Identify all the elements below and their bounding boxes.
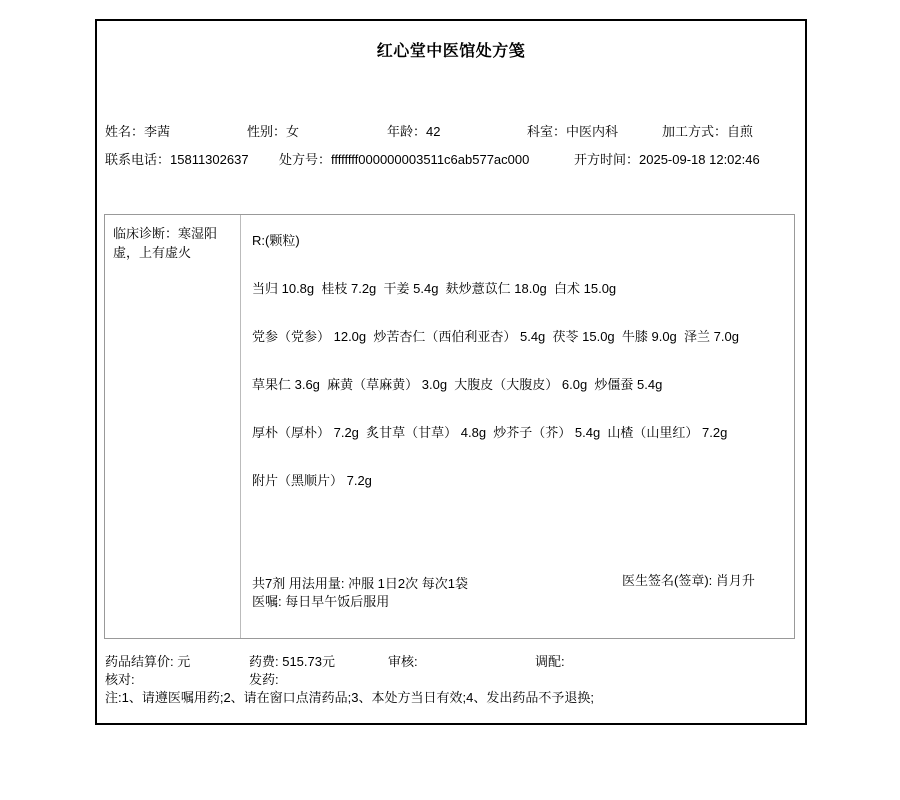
medical-advice: 医嘱: 每日早午饭后服用 [252, 594, 390, 609]
patient-age: 年龄：42 [387, 124, 441, 139]
prescription-time: 开方时间：2025-09-18 12:02:46 [574, 152, 760, 167]
prescription-box [104, 214, 795, 639]
herb-line-3: 草果仁 3.6g 麻黄（草麻黄） 3.0g 大腹皮（大腹皮） 6.0g 炒僵蚕 5.4g [252, 377, 663, 392]
contact-phone: 联系电话：15811302637 [105, 152, 249, 167]
rx-form: R:(颗粒) [252, 233, 300, 248]
prescription-sheet [95, 19, 807, 725]
processing-method: 加工方式：自煎 [662, 124, 754, 139]
check-field: 核对: [105, 672, 135, 687]
patient-gender: 性别：女 [247, 124, 300, 139]
herb-line-5: 附片（黑顺片） 7.2g [252, 473, 372, 488]
prescription-number: 处方号：ffffffff000000003511c6ab577ac000 [279, 152, 530, 167]
footer-note: 注:1、请遵医嘱用药;2、请在窗口点清药品;3、本处方当日有效;4、发出药品不予退换; [105, 690, 594, 705]
doctor-signature: 医生签名(签章): 肖月升 [622, 573, 755, 588]
rx-content [242, 215, 794, 638]
review-field: 审核: [388, 654, 418, 669]
herb-line-4: 厚朴（厚朴） 7.2g 炙甘草（甘草） 4.8g 炒芥子（芥） 5.4g 山楂（山里红） 7.2g [252, 425, 728, 440]
issue-field: 发药: [249, 672, 279, 687]
patient-name: 姓名：李茜 [105, 124, 171, 139]
herb-line-2: 党参（党参） 12.0g 炒苦杏仁（西伯利亚杏） 5.4g 茯苓 15.0g 牛膝 9.0g 泽兰 7.0g [252, 329, 739, 344]
medicine-fee: 药费: 515.73元 [249, 654, 335, 669]
herb-line-1: 当归 10.8g 桂枝 7.2g 干姜 5.4g 麸炒薏苡仁 18.0g 白术 15.0g [252, 281, 617, 296]
dispense-prepare-field: 调配: [535, 654, 565, 669]
clinical-diagnosis: 临床诊断：寒湿阳虚，上有虚火 [105, 215, 241, 638]
usage-instructions: 共7剂 用法用量: 冲服 1日2次 每次1袋 [252, 576, 468, 591]
page-title: 红心堂中医馆处方笺 [376, 43, 526, 60]
department: 科室：中医内科 [527, 124, 619, 139]
settlement-price: 药品结算价: 元 [105, 654, 191, 669]
